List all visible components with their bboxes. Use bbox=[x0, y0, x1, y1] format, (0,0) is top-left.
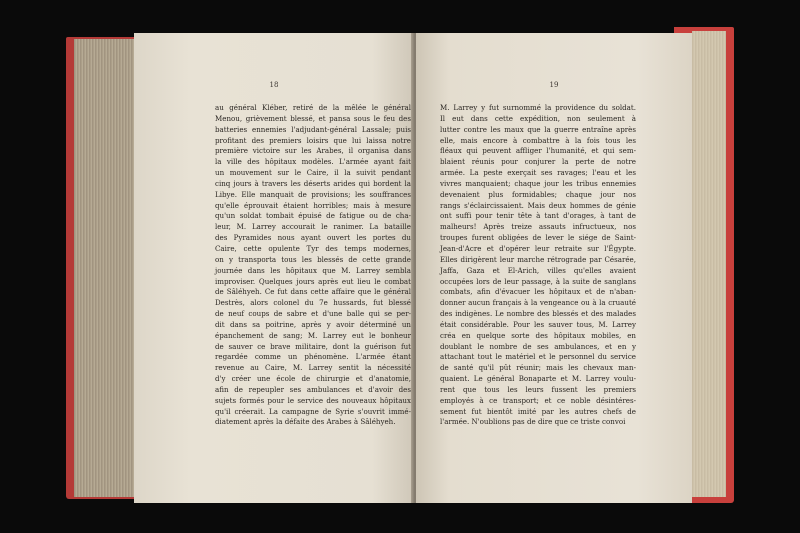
page-number: 19 bbox=[549, 81, 559, 89]
text-line: devenaient plus formidables; chaque jour nos bbox=[440, 189, 636, 199]
text-line: au général Kléber, retiré de la mêlée le général bbox=[215, 103, 411, 112]
text-line: la ville des hôpitaux modèles. L'armée ayant fait bbox=[215, 157, 411, 167]
text-line: de santé qu'il pût réunir; mais les chevaux man- bbox=[440, 363, 636, 373]
text-line: fléaux qui peuvent affliger l'humanité, et qui sem- bbox=[440, 146, 636, 156]
text-line: première victoire sur les Arabes, il organisa dans bbox=[215, 146, 411, 156]
text-line: Libye. Elle manquait de provisions; les souffrances bbox=[215, 189, 411, 199]
text-line: dit dans sa poitrine, après y avoir déterminé un bbox=[215, 319, 411, 329]
text-line: qu'un soldat tombait épuisé de fatigue ou de cha- bbox=[215, 211, 411, 221]
text-line: sement fut bientôt imité par les autres chefs de bbox=[440, 406, 636, 416]
text-line: revenue au Caire, M. Larrey sentit la nécessité bbox=[215, 363, 411, 373]
text-line: diatement après la défaite des Arabes à Sâléhyeh. bbox=[215, 417, 396, 427]
text-line: M. Larrey y fut surnommé la providence du soldat. bbox=[440, 103, 636, 112]
text-line: l'armée. N'oublions pas de dire que ce triste convoi bbox=[440, 417, 626, 427]
open-book bbox=[66, 27, 734, 505]
text-line: était considérable. Pour les sauver tous, M. Larrey bbox=[440, 319, 636, 329]
text-line: Il eut dans cette expédition, non seulement à bbox=[440, 113, 636, 123]
text-line: épanchement de sang; M. Larrey eut le bonheur bbox=[215, 330, 411, 340]
text-line: blaient réunis pour conjurer la perte de notre bbox=[440, 157, 636, 167]
text-line: improviser. Quelques jours après eut lieu le combat bbox=[215, 276, 411, 286]
text-line: ont suffi pour tenir tête à tant d'orages, à tant de bbox=[440, 211, 636, 221]
text-line: Jean-d'Acre et d'opérer leur retraite sur l'Égypte. bbox=[440, 243, 636, 253]
right-page bbox=[416, 33, 692, 503]
text-line: un mouvement sur le Caire, il la suivit pendant bbox=[215, 168, 411, 178]
text-line: de neuf coups de sabre et d'une balle qui se per- bbox=[215, 309, 411, 319]
text-line: rent que tous les leurs fussent les premiers bbox=[440, 384, 636, 394]
text-line: vivres manquaient; chaque jour les tribus ennemies bbox=[440, 178, 636, 188]
text-line: malheurs! Après treize assauts infructueux, nos bbox=[440, 222, 636, 232]
text-line: leur, M. Larrey accourait le ranimer. La bataille bbox=[215, 222, 411, 232]
text-line: afin de repeupler ses ambulances et d'avoir des bbox=[215, 384, 411, 394]
text-line: sujets formés pour le service des nouveaux hôpitaux bbox=[215, 395, 411, 405]
page-text bbox=[215, 103, 411, 428]
text-line: doublant le nombre de ses ambulances, et en y bbox=[440, 341, 636, 351]
text-line: d'y créer une école de chirurgie et d'anatomie, bbox=[215, 374, 411, 384]
text-line: lutter contre les maux que la guerre entraîne après bbox=[440, 124, 636, 134]
text-line: cinq jours à travers les déserts arides qui bordent la bbox=[215, 178, 411, 188]
text-line: armée. La peste exerçait ses ravages; l'eau et les bbox=[440, 168, 636, 178]
text-line: journée dans les hôpitaux que M. Larrey sembla bbox=[215, 265, 411, 275]
text-line: de Sâléhyeh. Ce fut dans cette affaire que le général bbox=[215, 287, 411, 297]
text-line: regardée comme un phénomène. L'armée étant bbox=[215, 352, 411, 362]
text-line: créa en quelque sorte des hôpitaux mobiles, en bbox=[440, 330, 636, 340]
text-line: des Pyramides nous ayant ouvert les portes du bbox=[215, 233, 411, 243]
text-line: de sauver ce brave militaire, dont la guérison fut bbox=[215, 341, 411, 351]
text-line: profitant des premiers loisirs que lui laissa notre bbox=[215, 135, 411, 145]
text-line: qu'il créerait. La campagne de Syrie s'ouvrit immé- bbox=[215, 406, 411, 416]
text-line: elle, mais encore à combattre à la fois tous les bbox=[440, 135, 636, 145]
text-line: Jaffa, Gaza et El-Arich, villes qu'elles avaient bbox=[440, 265, 636, 275]
page-edges-left bbox=[74, 39, 136, 497]
text-line: des indigènes. Le nombre des blessés et des malades bbox=[440, 309, 636, 319]
text-line: employés à ce transport; et ce noble désintéres- bbox=[440, 395, 636, 405]
text-line: occupées lors de leur passage, à la suite de sanglans bbox=[440, 276, 636, 286]
text-line: batteries ennemies l'adjudant-général Lassale; puis bbox=[215, 124, 411, 134]
text-line: qu'elle éprouvait étaient horribles; mais à mesure bbox=[215, 200, 411, 210]
page-edges-right bbox=[692, 31, 726, 497]
text-line: troupes furent obligées de lever le siége de Saint- bbox=[440, 233, 636, 243]
page-number: 18 bbox=[269, 81, 279, 89]
text-line: Elles dirigèrent leur marche rétrograde par Césarée, bbox=[440, 254, 636, 264]
text-line: combats, afin d'évacuer les hôpitaux et de n'aban- bbox=[440, 287, 636, 297]
text-line: rangs s'éclaircissaient. Mais deux hommes de génie bbox=[440, 200, 636, 210]
text-line: attachant tout le matériel et le personnel du service bbox=[440, 352, 636, 362]
text-line: donner aucun français à la vengeance ou à la cruauté bbox=[440, 298, 636, 308]
text-line: quaient. Le général Bonaparte et M. Larrey voulu- bbox=[440, 374, 636, 384]
text-line: Destrès, alors colonel du 7e hussards, fut blessé bbox=[215, 298, 411, 308]
left-page bbox=[134, 33, 414, 503]
text-line: Caire, cette opulente Tyr des temps modernes, bbox=[215, 243, 411, 253]
page-text bbox=[440, 103, 636, 428]
text-line: Menou, grièvement blessé, et pansa sous le feu des bbox=[215, 113, 411, 123]
text-line: on y transporta tous les blessés de cette grande bbox=[215, 254, 411, 264]
